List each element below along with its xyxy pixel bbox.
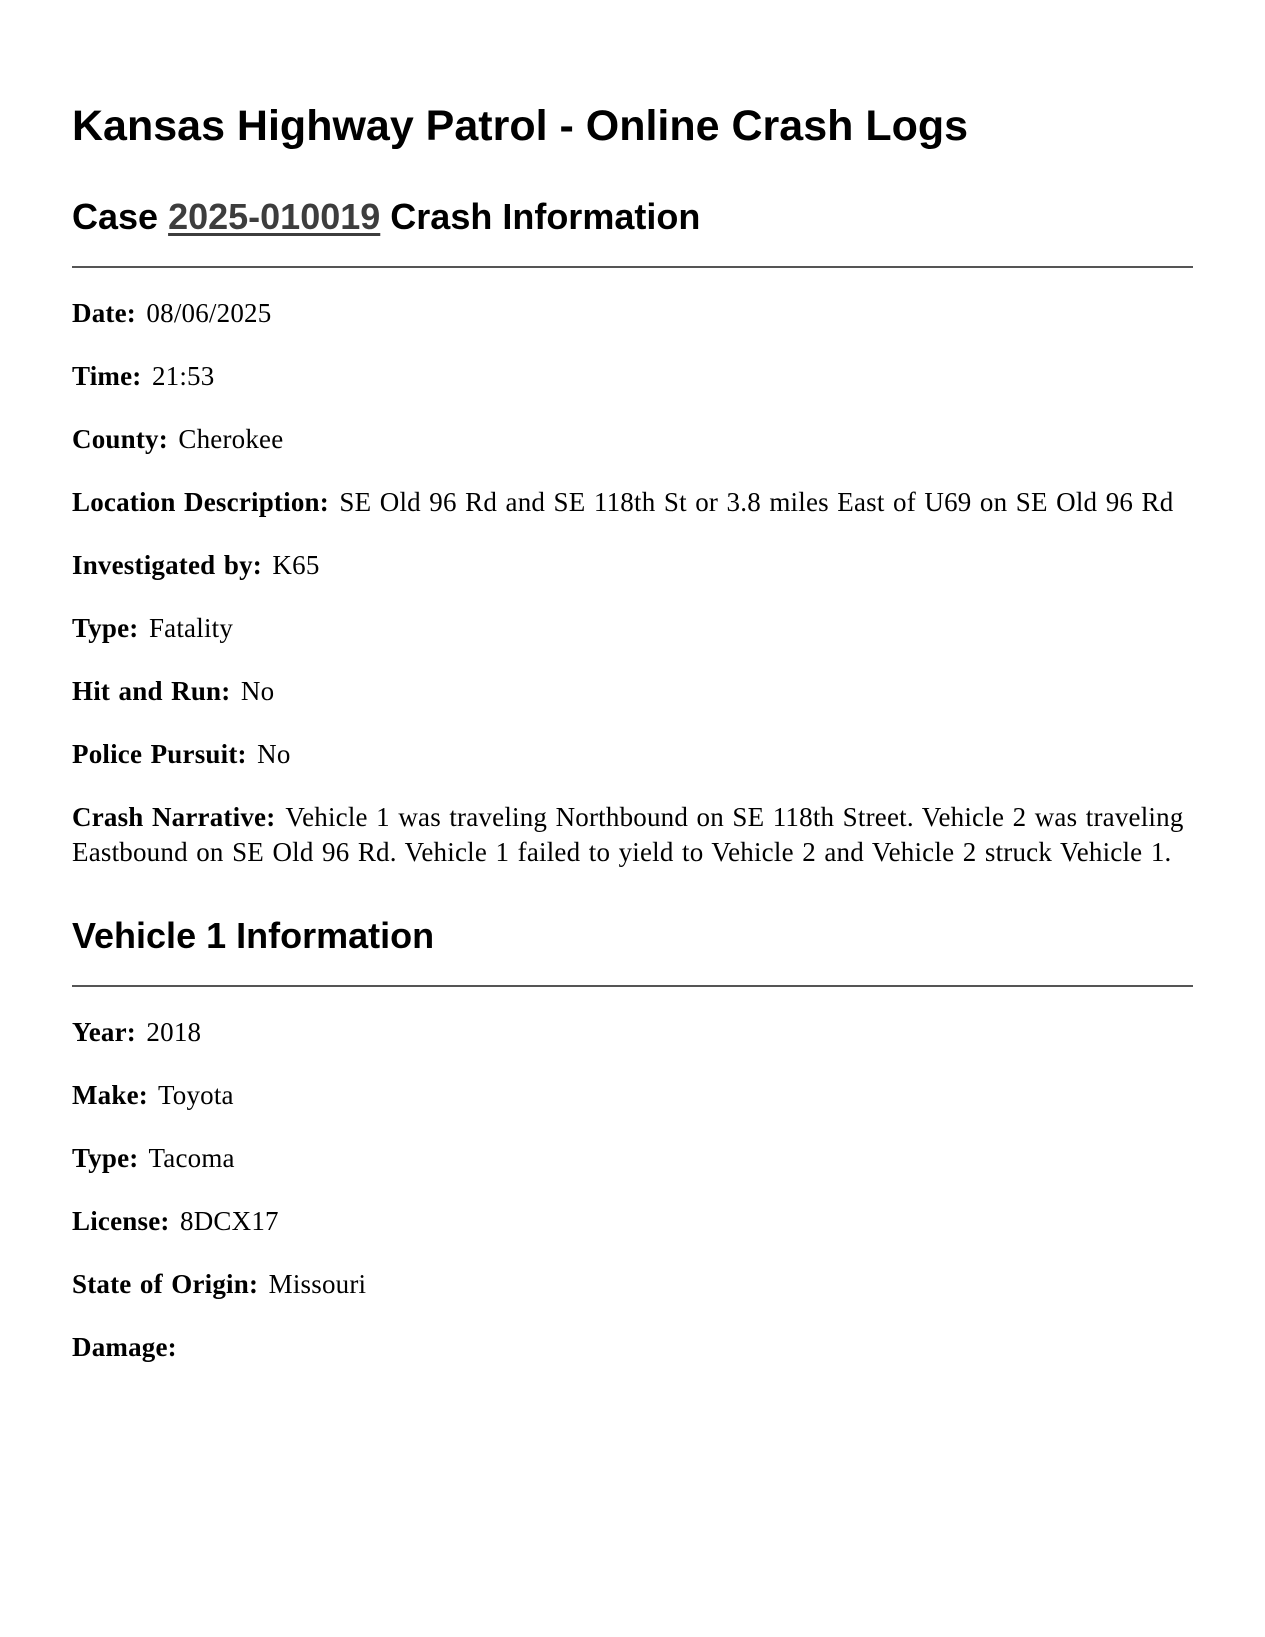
field-label: Year: [72,1017,136,1047]
field-row-vehicle-type [72,1141,1193,1176]
field-row-county [72,422,1193,457]
field-label: Make: [72,1080,148,1110]
section-divider-vehicle1 [72,985,1193,987]
field-value: Tacoma [148,1143,235,1173]
vehicle1-section [72,1015,1193,1365]
field-value: K65 [272,550,320,580]
field-value: Missouri [268,1269,367,1299]
field-row-hit-and-run [72,674,1193,709]
field-row-state-of-origin [72,1267,1193,1302]
case-number-link[interactable]: 2025-010019 [168,196,381,237]
case-heading [72,195,1193,238]
case-heading-suffix: Crash Information [390,196,701,237]
field-label: State of Origin: [72,1269,259,1299]
field-row-police-pursuit [72,737,1193,772]
field-value: No [257,739,291,769]
field-label: Time: [72,361,142,391]
field-row-date [72,296,1193,331]
field-value: 2018 [146,1017,202,1047]
field-row-crash-narrative [72,800,1193,870]
field-value: 08/06/2025 [146,298,272,328]
field-row-time [72,359,1193,394]
field-value: Cherokee [178,424,284,454]
field-row-location-description [72,485,1193,520]
field-label: Type: [72,613,139,643]
field-label: Type: [72,1143,139,1173]
field-row-damage [72,1330,1193,1365]
case-heading-prefix: Case [72,196,159,237]
field-label: Hit and Run: [72,676,231,706]
vehicle1-section-title: Vehicle 1 Information [72,915,435,956]
field-value: 8DCX17 [180,1206,279,1236]
field-label: County: [72,424,168,454]
field-label: License: [72,1206,170,1236]
field-row-license [72,1204,1193,1239]
field-value: 21:53 [151,361,215,391]
field-label: Crash Narrative: [72,802,276,832]
field-label: Location Description: [72,487,329,517]
field-label: Police Pursuit: [72,739,247,769]
field-row-type [72,611,1193,646]
field-value: Vehicle 1 was traveling Northbound on SE 118th Street. Vehicle 2 was traveling Eastbound on SE Old 96 Rd. Vehicle 1 failed to yield to Vehicle 2 and Vehicle 2 struck Vehicle 1. [72,802,1184,867]
page-title: Kansas Highway Patrol - Online Crash Logs [72,102,969,150]
field-value: Fatality [148,613,234,643]
crash-info-section [72,296,1193,870]
field-label: Date: [72,298,136,328]
section-divider-crash-info [72,266,1193,268]
field-label: Investigated by: [72,550,262,580]
field-value: Toyota [157,1080,234,1110]
field-row-year [72,1015,1193,1050]
field-row-investigated-by [72,548,1193,583]
field-row-make [72,1078,1193,1113]
field-value: SE Old 96 Rd and SE 118th St or 3.8 miles East of U69 on SE Old 96 Rd [339,487,1174,517]
field-value: No [240,676,275,706]
field-label: Damage: [72,1332,177,1362]
